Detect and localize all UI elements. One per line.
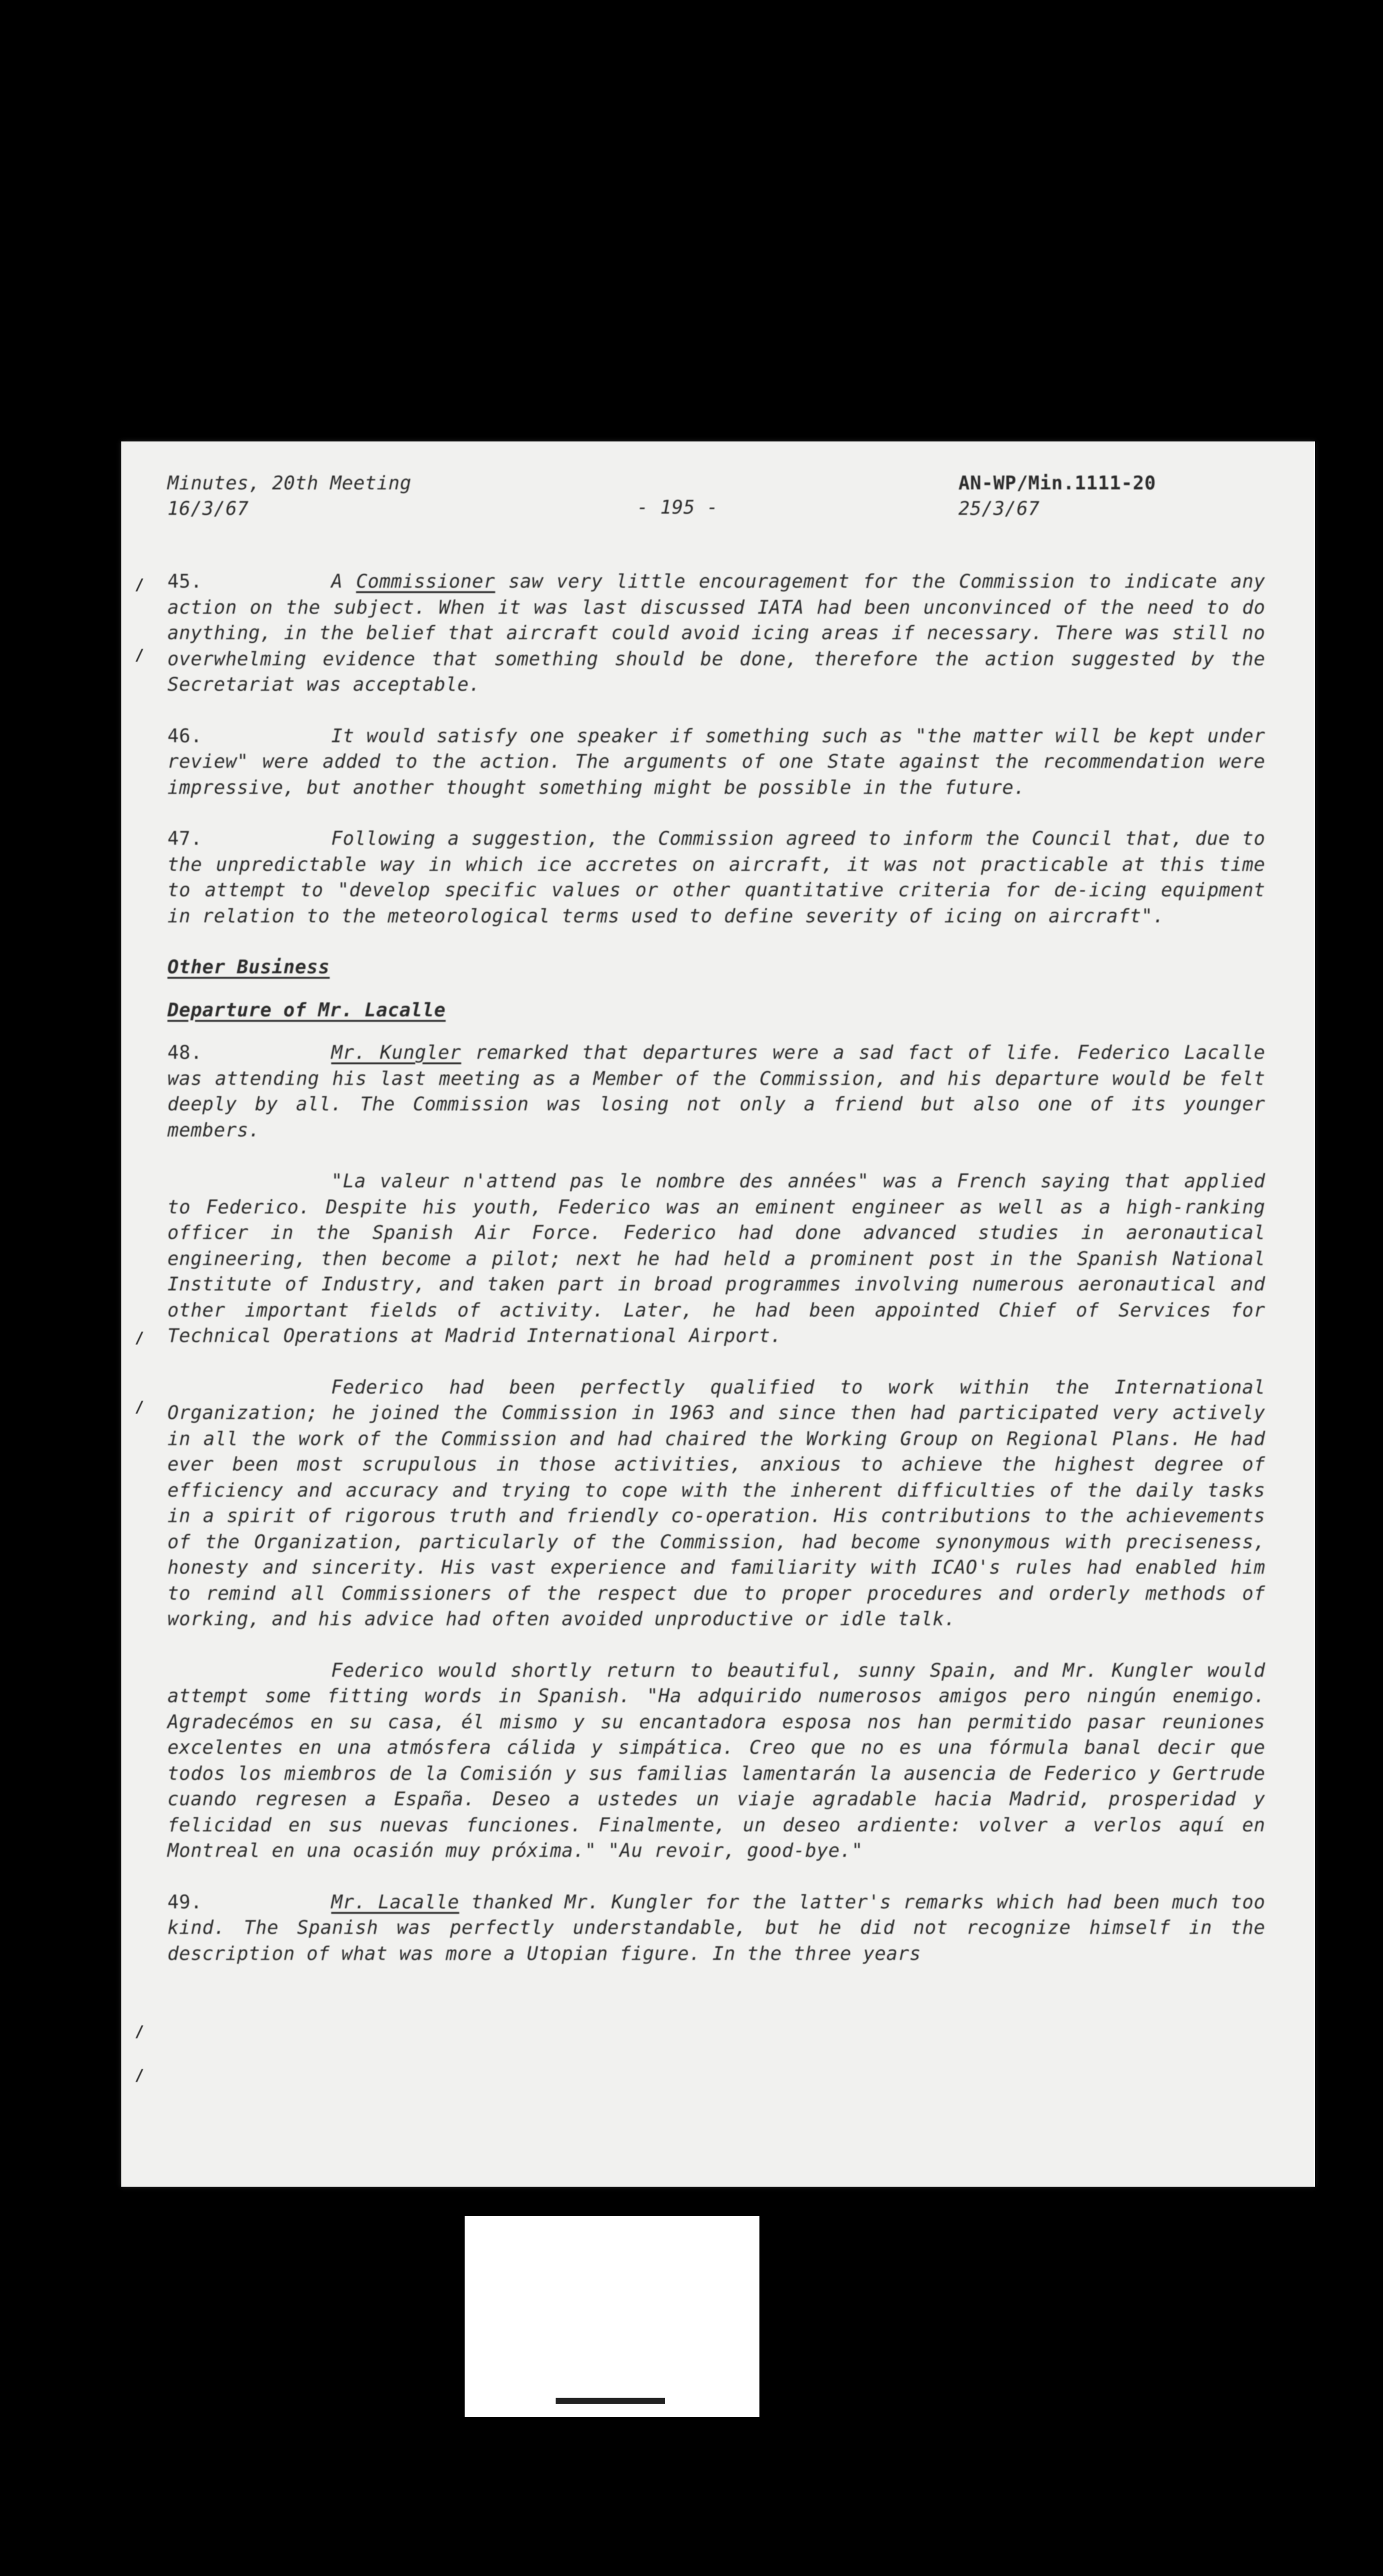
paragraph-text: remarked that departures were a sad fact of life. Federico Lacalle was attending his last meeting as a Member of the Commission, and his departure would be felt deeply by all. The Commission was losing not only a friend but also one of its younger members. xyxy=(167,1042,1266,1141)
page-number: - 195 - xyxy=(637,497,719,518)
paragraph-49 xyxy=(167,1890,1265,1967)
paragraph-48 xyxy=(167,1040,1265,1143)
header-right xyxy=(958,471,1298,522)
margin-mark: / xyxy=(135,1398,144,1417)
paragraph-text: It would satisfy one speaker if something such as "the matter will be kept under review" were added to the action. The arguments of one State against the recommendation were impressive, but another thought something might be possible in the future. xyxy=(167,725,1265,799)
film-target-card xyxy=(465,2216,759,2417)
paragraph-number: 48. xyxy=(167,1042,203,1064)
header-meeting-date: 16/3/67 xyxy=(167,498,249,520)
paragraph-continuation: "La valeur n'attend pas le nombre des années" was a French saying that applied to Federico. Despite his youth, Federico was an eminent engineer as well as a high-ranking officer in the Spanish Air Force. Federico had done advanced studies in aeronautical engineering, then become a pilot; next he had held a prominent post in the Spanish National Institute of Industry, and taken part in broad programmes involving numerous aeronautical and other important fields of activity. Later, he had been appointed Chief of Services for Technical Operations at Madrid International Airport. xyxy=(167,1170,1265,1347)
section-heading-other-business: Other Business xyxy=(167,956,330,978)
document-page xyxy=(121,441,1315,2187)
margin-mark: / xyxy=(135,576,144,594)
speaker-name: Mr. Lacalle xyxy=(331,1891,460,1913)
paragraph-text: Following a suggestion, the Commission agreed to inform the Council that, due to the unpredictable way in which ice accretes on aircraft, it was not practicable at this time to attempt to "develop specific values or other quantitative criteria for de-icing equipment in relation to the meteorological terms used to define severity of icing on aircraft". xyxy=(167,828,1265,927)
paragraph-number: 47. xyxy=(167,828,203,850)
speaker-name: Mr. Kungler xyxy=(331,1042,462,1064)
section-heading-departure: Departure of Mr. Lacalle xyxy=(167,999,446,1021)
margin-mark: / xyxy=(135,2067,144,2085)
paragraph-text: A xyxy=(331,571,356,592)
paragraph-text: thanked Mr. Kungler for the latter's remarks which had been much too kind. The Spanish was perfectly understandable, but he did not recognize himself in the description of what was more a Utopian figure. In the three years xyxy=(167,1891,1265,1965)
margin-mark: / xyxy=(135,1329,144,1347)
underlined-term: Commissioner xyxy=(355,571,496,592)
paragraph-46 xyxy=(167,723,1265,801)
card-mark xyxy=(556,2398,665,2404)
margin-mark: / xyxy=(135,646,144,665)
paragraph-continuation: Federico would shortly return to beautiful, sunny Spain, and Mr. Kungler would attempt some fitting words in Spanish. "Ha adquirido numerosos amigos pero ningún enemigo. Agradecémos en su casa, él mismo y su encantadora esposa nos han permitido pasar reuniones excelentes en una atmósfera cálida y simpática. Creo que no es una fórmula banal decir que todos los miembros de la Comisión y sus familias lamentarán la ausencia de Federico y Gertrude cuando regresen a España. Deseo a ustedes un viaje agradable hacia Madrid, prosperidad y felicidad en sus nuevas funciones. Finalmente, un deseo ardiente: volver a verlos aquí en Montreal en una ocasión muy próxima." "Au revoir, good-bye." xyxy=(167,1659,1265,1862)
paragraph-number: 45. xyxy=(167,571,203,592)
header-meeting-title: Minutes, 20th Meeting xyxy=(167,472,412,494)
paragraph-number: 46. xyxy=(167,725,203,747)
document-date: 25/3/67 xyxy=(958,498,1040,520)
document-reference: AN-WP/Min.1111-20 xyxy=(958,472,1156,494)
paragraph-47 xyxy=(167,826,1265,929)
document-body xyxy=(167,569,1265,1992)
paragraph-number: 49. xyxy=(167,1891,203,1913)
header-left xyxy=(167,471,592,522)
paragraph-45 xyxy=(167,569,1265,698)
paragraph-text: saw very little encouragement for the Commission to indicate any action on the subject. When it was last discussed IATA had been unconvinced of the need to do anything, in the belief that aircraft could avoid icing areas if necessary. There was still no overwhelming evidence that something should be done, therefore the action suggested by the Secretariat was acceptable. xyxy=(167,571,1265,696)
margin-mark: / xyxy=(135,2023,144,2041)
paragraph-continuation: Federico had been perfectly qualified to work within the International Organization; he joined the Commission in 1963 and since then had participated very actively in all the work of the Commission and had chaired the Working Group on Regional Plans. He had ever been most scrupulous in those activities, anxious to achieve the highest degree of efficiency and accuracy and trying to cope with the inherent difficulties of the daily tasks in a spirit of rigorous truth and friendly co-operation. His contributions to the achievements of the Organization, particularly of the Commission, had become synonymous with preciseness, honesty and sincerity. His vast experience and familiarity with ICAO's rules had enabled him to remind all Commissioners of the respect due to proper procedures and orderly methods of working, and his advice had often avoided unproductive or idle talk. xyxy=(167,1376,1265,1630)
